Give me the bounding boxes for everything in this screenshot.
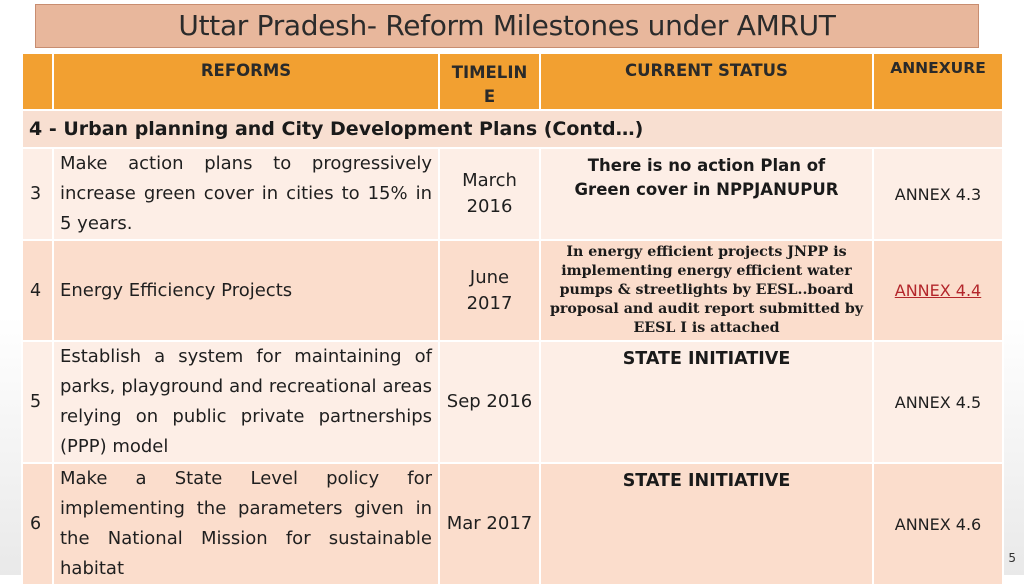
row-timeline: March 2016 bbox=[439, 148, 540, 240]
header-reforms: REFORMS bbox=[53, 53, 439, 110]
header-timeline-text: TIMELIN E bbox=[451, 63, 528, 106]
section-title: 4 - Urban planning and City Development Plans (Contd…) bbox=[22, 110, 1003, 148]
header-annexure: ANNEXURE bbox=[873, 53, 1003, 110]
row-number: 5 bbox=[22, 341, 53, 463]
row-reform: Make action plans to progressively increase green cover in cities to 15% in 5 years. bbox=[53, 148, 439, 240]
row-status: There is no action Plan of Green cover in NPPJANUPUR bbox=[540, 148, 873, 240]
annex-4-4-link[interactable]: ANNEX 4.4 bbox=[894, 281, 982, 300]
row-annex: ANNEX 4.5 bbox=[873, 341, 1003, 463]
row-reform: Establish a system for maintaining of parks, playground and recreational areas relying on public private partnerships (PPP) model bbox=[53, 341, 439, 463]
row-number: 6 bbox=[22, 463, 53, 585]
reform-milestones-table bbox=[21, 52, 1004, 586]
page-number: 5 bbox=[1008, 551, 1016, 565]
row-number: 4 bbox=[22, 240, 53, 341]
table-row bbox=[22, 240, 1003, 341]
row-annex: ANNEX 4.3 bbox=[873, 148, 1003, 240]
slide-title: Uttar Pradesh- Reform Milestones under AMRUT bbox=[178, 9, 836, 42]
header-timeline bbox=[439, 53, 540, 110]
row-reform: Make a State Level policy for implementing the parameters given in the National Mission for sustainable habitat bbox=[53, 463, 439, 585]
table-row bbox=[22, 463, 1003, 585]
row-timeline: June 2017 bbox=[439, 240, 540, 341]
table-row bbox=[22, 341, 1003, 463]
row-annex: ANNEX 4.6 bbox=[873, 463, 1003, 585]
row-timeline: Sep 2016 bbox=[439, 341, 540, 463]
row-reform: Energy Efficiency Projects bbox=[53, 240, 439, 341]
row-timeline: Mar 2017 bbox=[439, 463, 540, 585]
table-row bbox=[22, 148, 1003, 240]
row-number: 3 bbox=[22, 148, 53, 240]
section-row bbox=[22, 110, 1003, 148]
header-num bbox=[22, 53, 53, 110]
row-status: In energy efficient projects JNPP is implementing energy efficient water pumps & streetlights by EESL..board proposal and audit report submitted by EESL I is attached bbox=[540, 240, 873, 341]
row-status: STATE INITIATIVE bbox=[540, 341, 873, 463]
row-status: STATE INITIATIVE bbox=[540, 463, 873, 585]
row-annex-cell[interactable] bbox=[873, 240, 1003, 341]
table-header-row bbox=[22, 53, 1003, 110]
header-status: CURRENT STATUS bbox=[540, 53, 873, 110]
slide-title-bar bbox=[35, 4, 979, 48]
